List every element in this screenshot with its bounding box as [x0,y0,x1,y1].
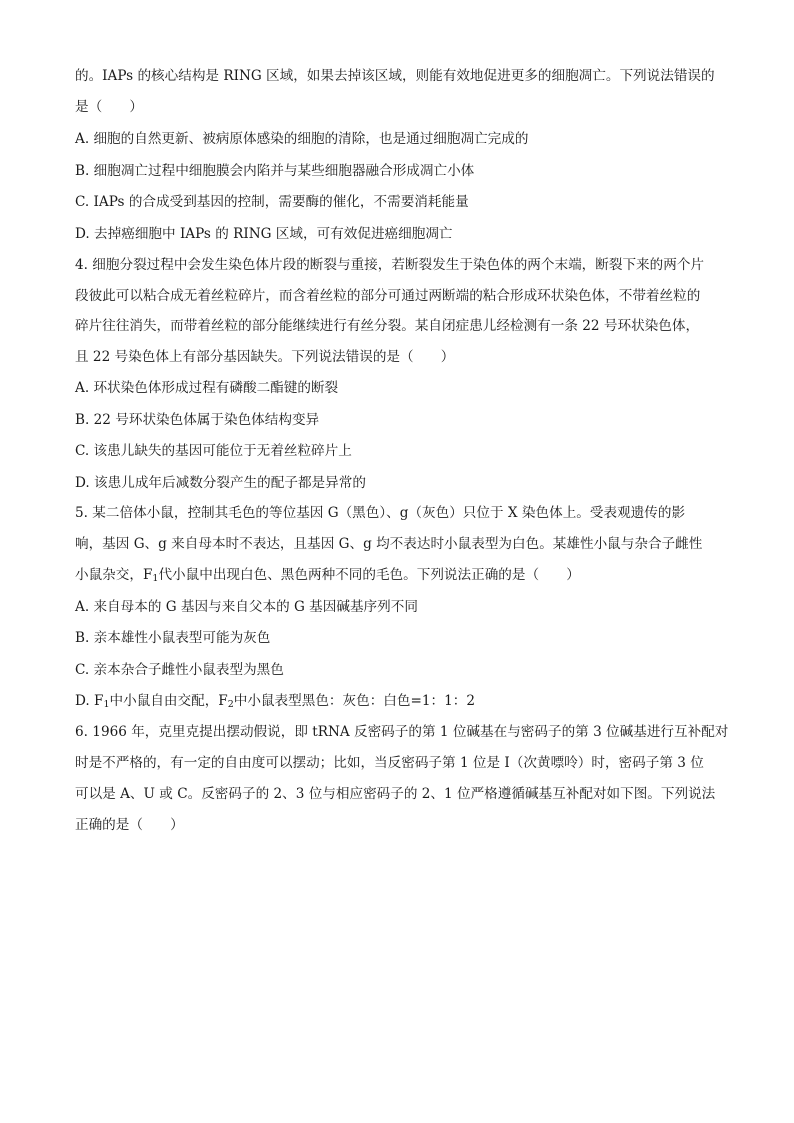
q5-option-b: B. 亲本雄性小鼠表型可能为灰色 [75,630,271,646]
q4-stem-line-4: 且 22 号染色体上有部分基因缺失。下列说法错误的是（ ） [75,349,455,365]
q5-option-c: C. 亲本杂合子雌性小鼠表型为黑色 [75,662,284,678]
q5-option-d-mid: 中小鼠自由交配，F [109,693,228,709]
q5-f1-subscript: 1 [152,573,159,584]
q5-option-d-pre: D. F [75,693,104,709]
q4-stem-line-2: 段彼此可以粘合成无着丝粒碎片，而含着丝粒的部分可通过两断端的粘合形成环状染色体，不带着丝粒的 [75,288,701,304]
q3-stem-line-1: 的。IAPs 的核心结构是 RING 区域，如果去掉该区域，则能有效地促进更多的细胞凋亡。下列说法错误的 [75,68,715,84]
q6-stem-line-1: 6. 1966 年，克里克提出摆动假说，即 tRNA 反密码子的第 1 位碱基在与密码子的第 3 位碱基进行互补配对 [75,724,729,740]
q5-stem-line-2: 响，基因 G、g 来自母本时不表达，且基因 G、g 均不表达时小鼠表型为白色。某雄性小鼠与杂合子雌性 [75,536,703,552]
q5-option-d-sub-1: 1 [103,699,110,710]
q5-option-a: A. 来自母本的 G 基因与来自父本的 G 基因碱基序列不同 [75,599,418,615]
q4-option-c: C. 该患儿缺失的基因可能位于无着丝粒碎片上 [75,443,352,459]
q3-stem-line-2: 是（ ） [75,99,143,115]
q4-option-a: A. 环状染色体形成过程有磷酸二酯键的断裂 [75,380,339,396]
q5-stem-line-3 [75,565,580,585]
q3-option-c: C. IAPs 的合成受到基因的控制，需要酶的催化，不需要消耗能量 [75,194,469,210]
q4-option-b: B. 22 号环状染色体属于染色体结构变异 [75,412,320,428]
q4-stem-line-1: 4. 细胞分裂过程中会发生染色体片段的断裂与重接，若断裂发生于染色体的两个末端，断裂下来的两个片 [75,257,705,273]
q4-stem-line-3: 碎片往往消失，而带着丝粒的部分能继续进行有丝分裂。某自闭症患儿经检测有一条 22 号环状染色体， [75,318,700,334]
q3-option-b: B. 细胞凋亡过程中细胞膜会内陷并与某些细胞器融合形成凋亡小体 [75,163,475,179]
q5-option-d-sub-2: 2 [227,699,234,710]
q5-option-d-post: 中小鼠表型黑色：灰色：白色=1：1：2 [233,693,476,709]
q3-option-a: A. 细胞的自然更新、被病原体感染的细胞的清除，也是通过细胞凋亡完成的 [75,131,529,147]
q5-stem-line-3-post: 代小鼠中出现白色、黑色两种不同的毛色。下列说法正确的是（ ） [158,567,580,583]
q6-stem-line-4: 正确的是（ ） [75,817,184,833]
q4-option-d: D. 该患儿成年后减数分裂产生的配子都是异常的 [75,475,366,491]
q5-stem-line-3-pre: 小鼠杂交，F [75,567,153,583]
q5-option-d [75,691,475,711]
q6-stem-line-2: 时是不严格的，有一定的自由度可以摆动；比如，当反密码子第 1 位是 I（次黄嘌呤）时，密码子第 3 位 [75,755,704,771]
q6-stem-line-3: 可以是 A、U 或 C。反密码子的 2、3 位与相应密码子的 2、1 位严格遵循碱基互补配对如下图。下列说法 [75,786,716,802]
q5-stem-line-1: 5. 某二倍体小鼠，控制其毛色的等位基因 G（黑色）、g（灰色）只位于 X 染色体上。受表观遗传的影 [75,505,686,521]
q3-option-d: D. 去掉癌细胞中 IAPs 的 RING 区域，可有效促进癌细胞凋亡 [75,226,453,242]
